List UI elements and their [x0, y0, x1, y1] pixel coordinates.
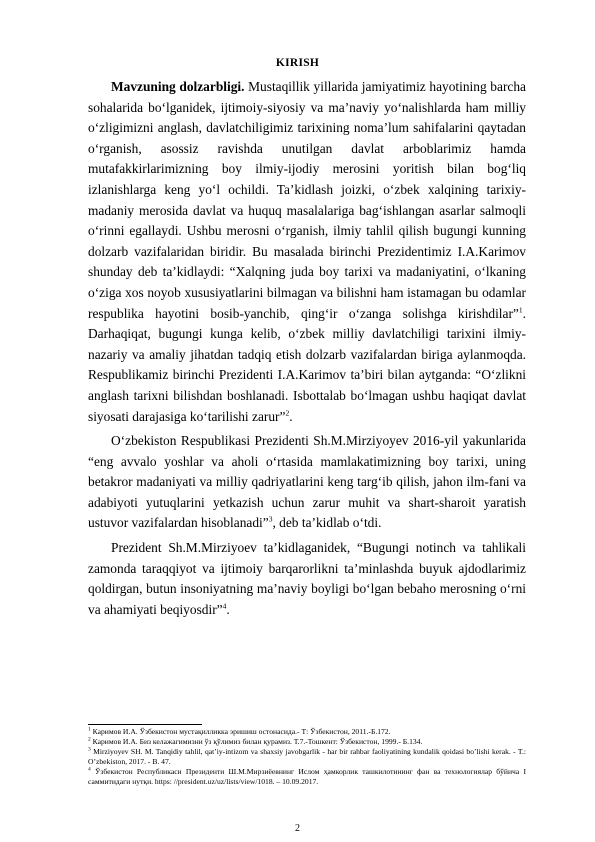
footnote-ref-4[interactable]: 4	[222, 601, 227, 611]
paragraph-text: .	[289, 408, 293, 424]
paragraph-heritage	[88, 538, 526, 620]
footnote-text: Mirziyoyev SH. M. Tanqidiy tahlil, qat’iy-intizom va shaxsiy javobgarlik - har bir rahbar faoliyatining kundalik qoidasi bo’lishi kerak. - T.: O’zbekiston, 2017. - B. 47.	[88, 747, 526, 767]
paragraph-text: O‘zbekiston Respublikasi Prezidenti Sh.M.Mirziyoyev 2016-yil yakunlarida “eng avvalo yoshlar va aholi o‘rtasida mamlakatimizning boy tarixi, uning betakror madaniyati va milliy qadriyatlarini keng targ‘ib qilish, jahon ilm-fani va adabiyoti yutuqlarini yetkazish uchun zarur muhit va shart-sharoit yaratish ustuvor vazifalardan hisoblanadi”	[88, 433, 526, 531]
page-number: 2	[295, 823, 300, 834]
footnote-ref-1[interactable]: 1	[518, 305, 523, 315]
footnote-text: Каримов И.А. Биз келажагимизни ўз қўлимиз билан қурамиз. Т.7.-Тошкент: Ўзбекистон, 1999.- Б.134.	[90, 737, 423, 747]
footnote-text: Ўзбекистон Республикаси Президенти Ш.М.Мирзиёевнинг Ислом ҳамкорлик ташкилотининг фан ва технологиялар бўйича I саммитидаги нутқи. https: //president.uz/uz/lists/view/1018. – 10.09.2017.	[88, 767, 526, 787]
footnote-number: 4	[88, 766, 91, 773]
footnote-number: 1	[88, 726, 91, 733]
footnote-text: Каримов И.А. Ўзбекистон мустақилликка эришиш остонасида.- Т: Ўзбекистон, 2011.-Б.172.	[90, 727, 391, 736]
section-title: KIRISH	[275, 57, 320, 69]
footnote-separator	[88, 724, 202, 725]
paragraph-text: , deb ta’kidlab o‘tdi.	[272, 515, 382, 531]
paragraph-text: Mustaqillik yillarida jamiyatimiz hayotining barcha sohalarida bo‘lganidek, ijtimoiy-siyosiy va ma’naviy yo‘nalishlarda ham milliy o‘zligimizni anglash, davlatchiligimiz tarixining noma’lum sahifalarini qaytadan o‘rganish, asossiz ravishda unutilgan davlat arboblarimiz hamda mutafakkirlarimizning boy ilmiy-ijodiy merosini yoritish bilan bog‘liq izlanishlarga keng yo‘l ochildi. Ta’kidlash joizki, o‘zbek xalqining tarixiy-madaniy merosida davlat va huquq masalalariga bag‘ishlangan asarlar salmoqli o‘rinni egallaydi. Ushbu merosni o‘rganish, ilmiy tahlil qilish bugungi kunning dolzarb vazifalaridan biridir. Bu masalada birinchi Prezidentimiz I.A.Karimov shunday deb ta’kidlaydi: “Xalqning juda boy tarixi va madaniyatini, o‘lkaning o‘ziga xos noyob xususiyatlarini bilmagan va bilishni ham istamagan bu odamlar respublika hayotini bosib-yanchib, qing‘ir o‘zanga solishga kirishdilar”	[88, 79, 526, 321]
footnote-ref-2[interactable]: 2	[285, 408, 290, 418]
footnote-number: 3	[88, 746, 91, 753]
paragraph-lead: Mavzuning dolzarbligi.	[111, 79, 245, 94]
paragraph-relevance	[88, 77, 526, 427]
footnote-3	[88, 747, 526, 767]
footnotes	[88, 727, 526, 788]
paragraph-text: .	[226, 601, 230, 617]
footnote-2	[88, 737, 526, 747]
footnote-ref-3[interactable]: 3	[268, 515, 273, 524]
paragraph-text: Prezident Sh.M.Mirziyoev ta’kidlaganidek, “Bugungi notinch va tahlikali zamonda taraqqiyot va ijtimoiy barqarorlikni ta’minlashda buyuk ajdodlarimiz qoldirgan, butun insoniyatning ma’naviy boyligi bo‘lgan bebaho merosning o‘rni va ahamiyati beqiyosdir”	[88, 540, 526, 617]
paragraph-text: . Darhaqiqat, bugungi kunga kelib, o‘zbek milliy davlatchiligi tarixini ilmiy-nazariy va amaliy jihatdan tadqiq etish dolzarb vazifalardan biriga aylanmoqda. Respublikamiz birinchi Prezidenti I.A.Karimov ta’biri bilan aytganda: “O‘zlikni anglash tarixni bilishdan boshlanadi. Isbottalab bo‘lmagan ushbu haqiqat davlat siyosati darajasiga ko‘tarilishi zarur”	[88, 305, 526, 424]
footnote-4	[88, 767, 526, 787]
footnote-1	[88, 727, 526, 737]
footnote-number: 2	[88, 736, 91, 743]
paragraph-mirziyoyev-2016	[88, 431, 526, 534]
body-text	[88, 77, 526, 620]
